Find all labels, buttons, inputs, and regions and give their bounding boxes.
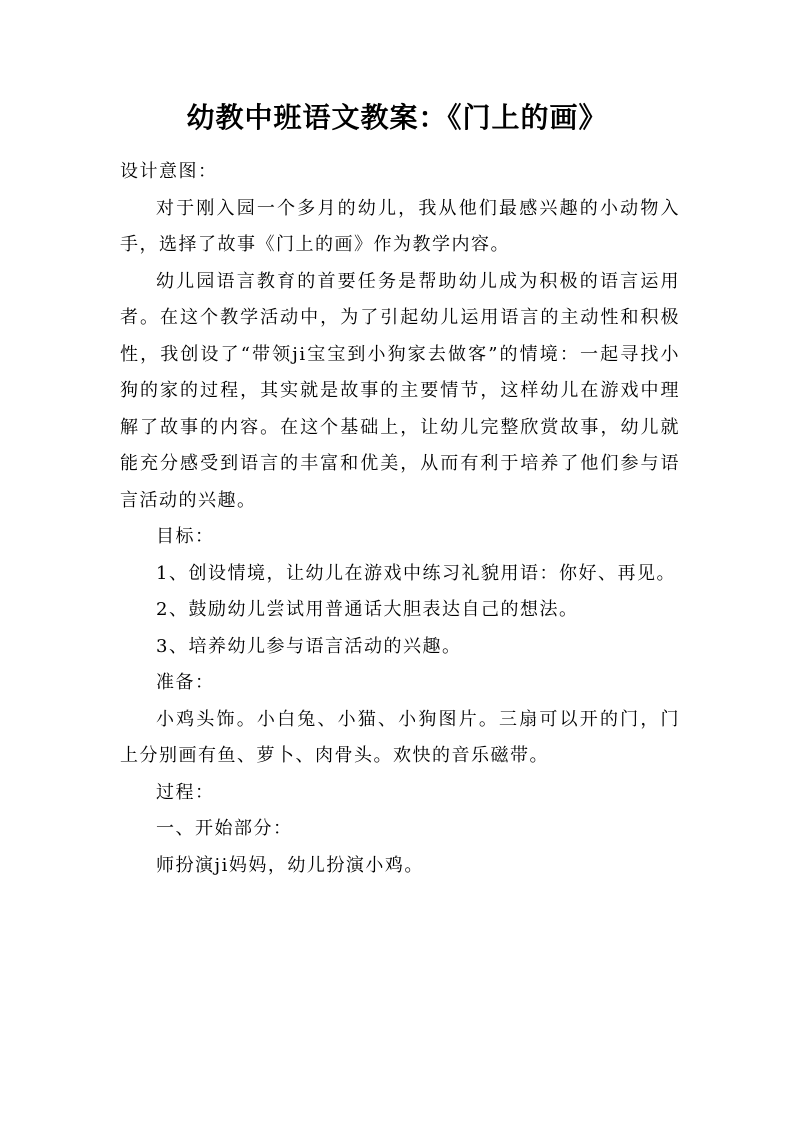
paragraph-intent-1: 对于刚入园一个多月的幼儿，我从他们最感兴趣的小动物入手，选择了故事《门上的画》作为教学内容。 bbox=[120, 197, 680, 255]
section-heading-process: 过程： bbox=[156, 781, 215, 803]
section-heading-goals: 目标： bbox=[156, 526, 215, 547]
section-heading-design-intent: 设计意图： bbox=[120, 161, 218, 182]
paragraph-intent-2: 幼儿园语言教育的首要任务是帮助幼儿成为积极的语言运用者。在这个教学活动中，为了引起幼儿运用语言的主动性和积极性，我创设了“带领ji宝宝到小狗家去做客”的情境：一起寻找小狗的家的过程，其实就是故事的主要情节，这样幼儿在游戏中理解了故事的内容。在这个基础上，让幼儿完整欣赏故事，幼儿就能充分感受到语言的丰富和优美，从而有利于培养了他们参与语言活动的兴趣。 bbox=[120, 270, 680, 511]
document-body bbox=[120, 154, 680, 884]
goal-item-3: 3、培养幼儿参与语言活动的兴趣。 bbox=[156, 635, 462, 657]
goal-item-1: 1、创设情境，让幼儿在游戏中练习礼貌用语：你好、再见。 bbox=[156, 562, 676, 584]
process-step-1-heading: 一、开始部分： bbox=[156, 818, 293, 839]
process-step-1-text: 师扮演ji妈妈，幼儿扮演小鸡。 bbox=[156, 854, 424, 876]
document-title: 幼教中班语文教案：《门上的画》 bbox=[186, 101, 608, 134]
section-heading-preparation: 准备： bbox=[156, 672, 215, 693]
goal-item-2: 2、鼓励幼儿尝试用普通话大胆表达自己的想法。 bbox=[156, 599, 579, 620]
preparation-text: 小鸡头饰。小白兔、小猫、小狗图片。三扇可以开的门，门上分别画有鱼、萝卜、肉骨头。欢快的音乐磁带。 bbox=[120, 708, 680, 766]
